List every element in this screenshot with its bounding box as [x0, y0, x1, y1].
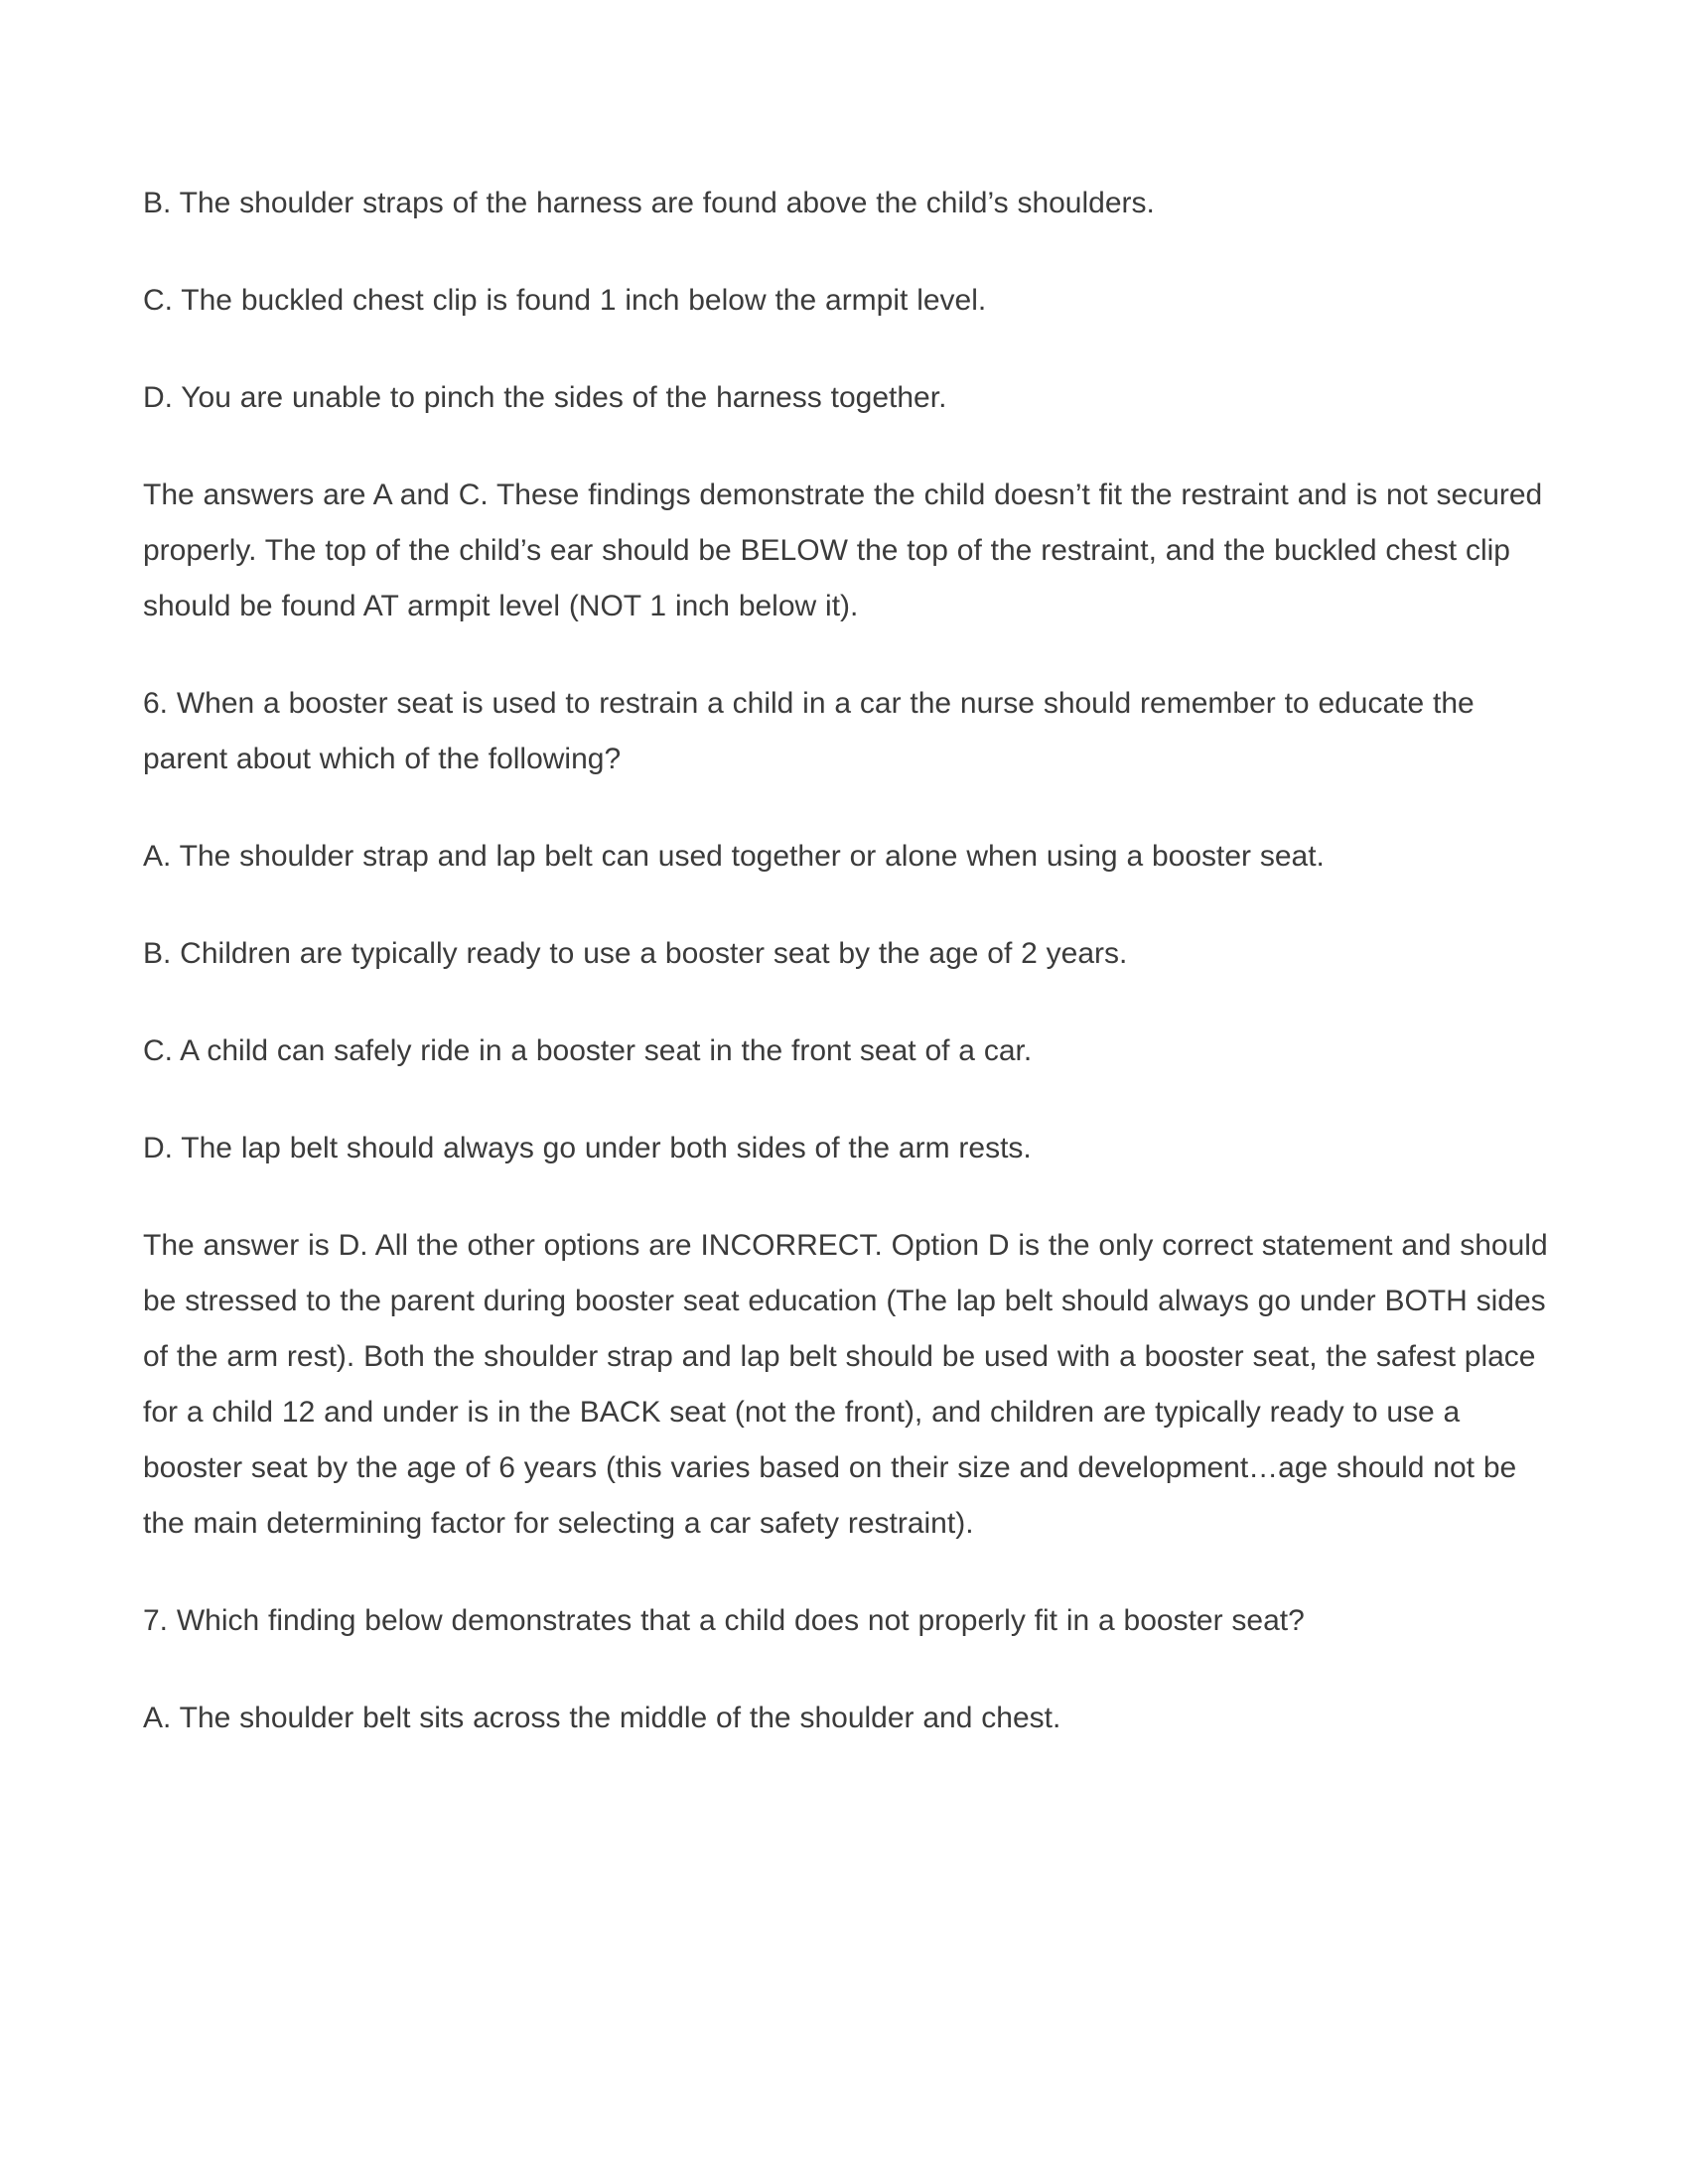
answer-option-a-q7: A. The shoulder belt sits across the middle of the shoulder and chest. [143, 1702, 1061, 1734]
answer-rationale-q5: The answers are A and C. These findings demonstrate the child doesn’t fit the restraint and is not secured properly. The top of the child’s ear should be BELOW the top of the restraint, and the buckled chest clip should be found AT armpit level (NOT 1 inch below it). [143, 478, 1543, 622]
question-6: 6. When a booster seat is used to restrain a child in a car the nurse should remember to educate the parent about which of the following? [143, 687, 1475, 775]
document-body [143, 176, 1555, 1746]
answer-option-b-q6: B. Children are typically ready to use a booster seat by the age of 2 years. [143, 937, 1128, 970]
answer-option-a-q6: A. The shoulder strap and lap belt can used together or alone when using a booster seat. [143, 840, 1325, 873]
answer-option-d-q6: D. The lap belt should always go under both sides of the arm rests. [143, 1132, 1032, 1164]
answer-option-c-q5: C. The buckled chest clip is found 1 inch below the armpit level. [143, 284, 987, 317]
answer-option-d-q5: D. You are unable to pinch the sides of the harness together. [143, 381, 947, 414]
answer-option-b-q5: B. The shoulder straps of the harness are found above the child’s shoulders. [143, 187, 1155, 219]
answer-rationale-q6: The answer is D. All the other options are INCORRECT. Option D is the only correct statement and should be stressed to the parent during booster seat education (The lap belt should always go under BOTH sides of the arm rest). Both the shoulder strap and lap belt should be used with a booster seat, the safest place for a child 12 and under is in the BACK seat (not the front), and children are typically ready to use a booster seat by the age of 6 years (this varies based on their size and development…age should not be the main determining factor for selecting a car safety restraint). [143, 1229, 1548, 1540]
answer-option-c-q6: C. A child can safely ride in a booster seat in the front seat of a car. [143, 1034, 1033, 1067]
question-7: 7. Which finding below demonstrates that a child does not properly fit in a booster seat? [143, 1604, 1305, 1637]
